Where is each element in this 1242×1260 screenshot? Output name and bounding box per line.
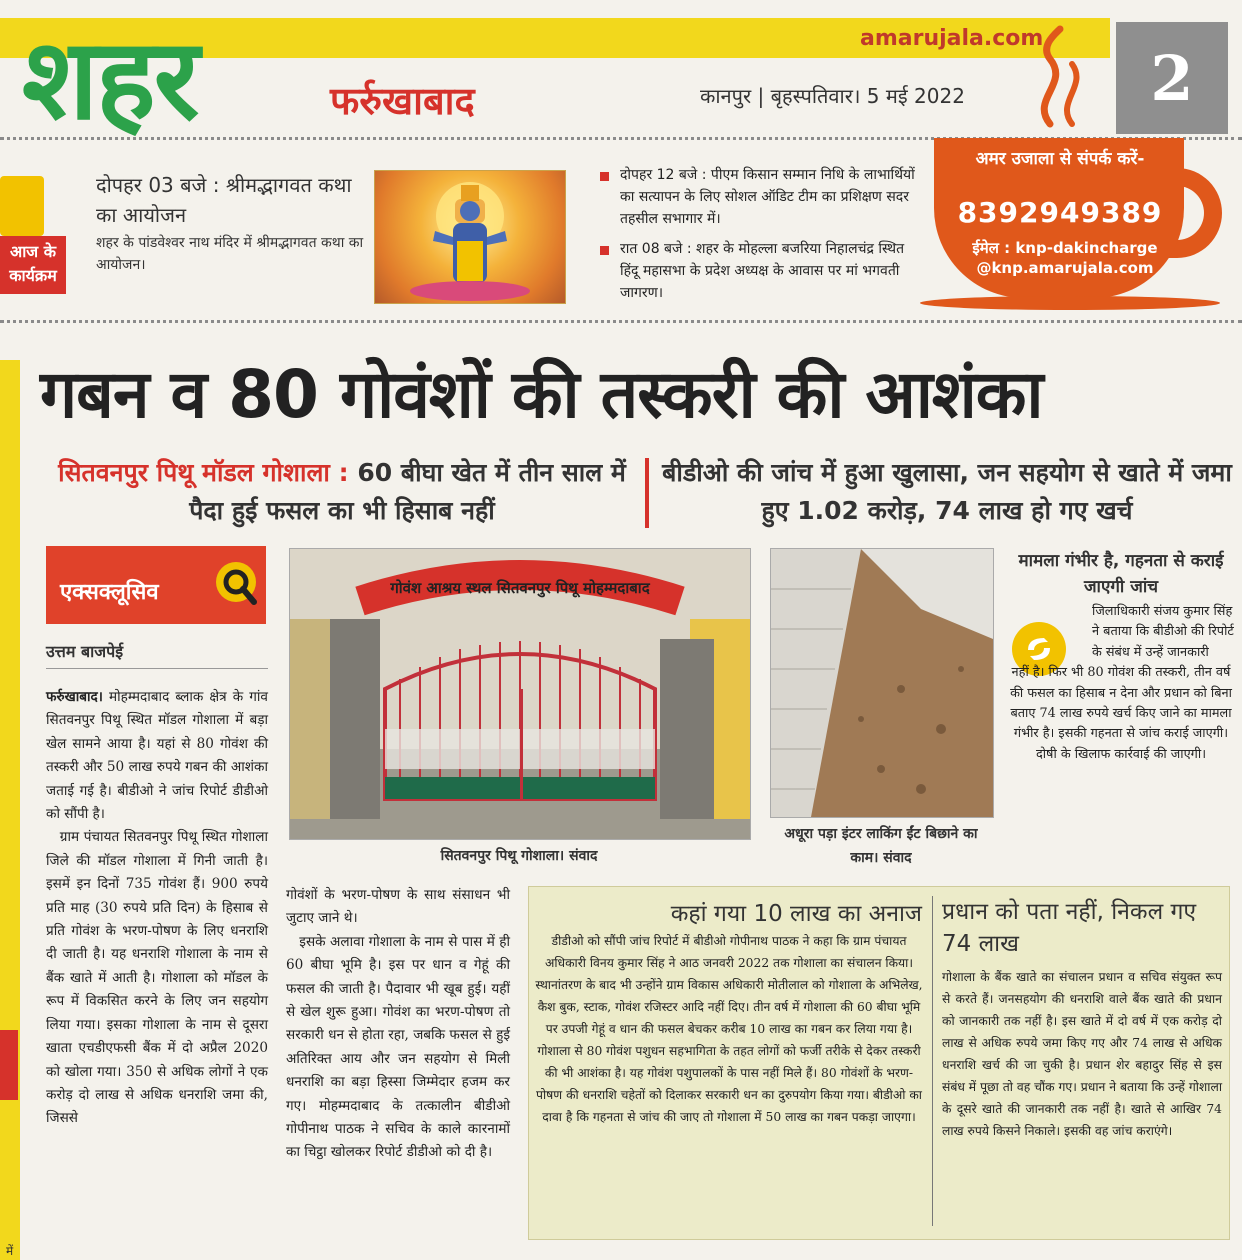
event-item: रात 08 बजे : शहर के मोहल्ला बजरिया निहालचंद्र स्थित हिंदू महासभा के प्रदेश अध्यक्ष के आवास पर मां भगवती जागरण। (620, 241, 905, 301)
box-right-title: प्रधान को पता नहीं, निकल गए 74 लाख (942, 899, 1197, 957)
event-item: दोपहर 12 बजे : पीएम किसान सम्मान निधि के लाभार्थियों का सत्यापन के लिए सोशल ऑडिट टीम का प्रशिक्षण सदर तहसील सभागार में। (620, 167, 915, 227)
sidebar-body: जिलाधिकारी संजय कुमार सिंह ने बताया कि बीडीओ की रिपोर्ट के संबंध में उन्हें जानकारी नहीं है। फिर भी 80 गोवंश की तस्करी, तीन वर्ष की फसल का हिसाब न देना और प्रधान को बिना बताए 74 लाख रुपये खर्च किए जाने का मामला गंभीर है। इसकी गहनता से जांच कराई जाएगी। दोषी के खिलाफ कार्रवाई की जाएगी। (1010, 604, 1234, 762)
event-title: दोपहर 03 बजे : श्रीमद्भागवत कथा का आयोजन (96, 173, 352, 227)
article-column: फर्रुखाबाद। मोहम्मदाबाद ब्लाक क्षेत्र के गांव सितवनपुर पिथू स्थित मॉडल गोशाला में बड़ा खेल सामने आया है। यहां से 80 गोवंश की तस्करी और 50 लाख रुपये गबन की आशंका जताई गई है। बीडीओ ने जांच रिपोर्ट डीडीओ को सौंपी है। ग्राम पंचायत सितवनपुर पिथू स्थित गोशाला जिले की मॉडल गोशाला में गिनी जाती है। इसमें इन दिनों 735 गोवंश हैं। 900 रुपये प्रति माह (30 रुपये प्रति दिन) के हिसाब से प्रति गोवंश के भरण-पोषण के लिए धनराशि दी जाती है। यह धनराशि गोशाला के नाम से बैंक खाते में आती है। गोशाला को मॉडल के रूप में विकसित करने के लिए जन सहयोग लिया गया। इसका गोशाला के नाम से दूसरा खाता एचडीएफसी बैंक में दो अप्रैल 2020 को खोला गया। 350 से अधिक लोगों ने एक करोड़ दो लाख से अधिक धनराशि जमा की, जिससे (46, 689, 268, 1127)
article-column: गोवंशों के भरण-पोषण के साथ संसाधन भी जुटाए जाने थे। इसके अलावा गोशाला के नाम से पास में ही 60 बीघा भूमि है। इस पर धान व गेहूं की फसल की जाती है। पैदावार भी खूब हुई। यहीं से खेल शुरू हुआ। गोवंश का भरण-पोषण तो सरकारी धन से होता रहा, जबकि फसल से हुई अतिरिक्त आय और जन सहयोग से मिली धनराशि का बड़ा हिस्सा जिम्मेदार हजम कर गए। मोहम्मदाबाद के तत्कालीन बीडीओ गोपीनाथ पाठक ने सचिव के काले कारनामों का चिट्ठा खोलकर रिपोर्ट डीडीओ को दी है। (286, 887, 510, 1161)
dateline: कानपुर | बृहस्पतिवार। 5 मई 2022 (700, 84, 965, 108)
exclusive-label: एक्सक्लूसिव (60, 580, 159, 605)
sidebar-title: मामला गंभीर है, गहनता से कराई जाएगी जांच (1018, 551, 1224, 597)
event-description: शहर के पांडवेश्वर नाथ मंदिर में श्रीमद्भागवत कथा का आयोजन। (96, 235, 364, 273)
gate-photo (289, 548, 751, 840)
contact-email[interactable]: ईमेल : knp-dakincharge @knp.amarujala.com (972, 239, 1158, 277)
gate-sign: गोवंश आश्रय स्थल सितवनपुर पिथू मोहम्मदाबाद (390, 579, 650, 597)
brick-photo (770, 548, 994, 818)
calendar-icon (0, 176, 44, 236)
site-url[interactable]: amarujala.com (860, 26, 1044, 51)
contact-title: अमर उजाला से संपर्क करें- (975, 149, 1145, 169)
photo-caption: अधूरा पड़ा इंटर लाकिंग ईंट बिछाने का काम। संवाद (784, 826, 978, 866)
bullet-icon (600, 172, 609, 181)
box-left-title: कहां गया 10 लाख का अनाज (670, 901, 922, 927)
agenda-label: आज के कार्यक्रम (0, 236, 66, 294)
photo-caption: सितवनपुर पिथू गोशाला। संवाद (440, 848, 598, 864)
divider (0, 320, 1242, 323)
agenda-badge (0, 176, 66, 296)
byline: उत्तम बाजपेई (46, 642, 124, 661)
divider (932, 896, 933, 1226)
box-left-body: डीडीओ को सौंपी जांच रिपोर्ट में बीडीओ गोपीनाथ पाठक ने कहा कि ग्राम पंचायत अधिकारी विनय कुमार सिंह ने आठ जनवरी 2022 तक गोशाला का संचालन किया। स्थानांतरण के बाद भी उन्होंने ग्राम विकास अधिकारी मोतीलाल को गोशाला के अभिलेख, कैश बुक, स्टाक, गोवंश रजिस्टर आदि नहीं दिए। तीन वर्ष में गोशाला की 60 बीघा भूमि पर उपजी गेहूं व धान की फसल बेचकर करीब 10 लाख का गबन कर लिया गया है। गोशाला से 80 गोवंश पशुधन सहभागिता के तहत लोगों को फर्जी तरीके से देकर तस्करी की भी आशंका है। यह गोवंश पशुपालकों के पास नहीं मिले हैं। 80 गोवंशों के भरण-पोषण की धनराशि चहेतों को दिलाकर सरकारी धन का दुरुपयोग किया गया। बीडीओ का दावा है कि गहनता से जांच की जाए तो गोशाला में 50 लाख का गबन पकड़ा जाएगा। (535, 934, 923, 1124)
margin-strip (0, 360, 20, 1260)
margin-strip (0, 1030, 18, 1100)
edition-name: फर्रुखाबाद (330, 79, 475, 123)
subhead-divider (645, 458, 649, 528)
box-right-body: गोशाला के बैंक खाते का संचालन प्रधान व सचिव संयुक्त रूप से करते हैं। जनसहयोग की धनराशि वाले बैंक खाते की प्रधान को जानकारी तक नहीं है। इस खाते में दो वर्ष में एक करोड़ दो लाख से अधिक रुपये जमा किए गए और 74 लाख से अधिक धनराशि खर्च की जा चुकी है। प्रधान शेर बहादुर सिंह से इस संबंध में पूछा तो वह चौंक गए। प्रधान ने बताया कि उन्हें गोशाला के दूसरे खाते की जानकारी तक नहीं है। खाते से आखिर 74 लाख रुपये किसने निकाले। इसकी वह जांच कराएंगे। (942, 970, 1223, 1138)
footer-fragment: में (6, 1244, 14, 1258)
subheadline-left: सितवनपुर पिथू मॉडल गोशाला : 60 बीघा खेत में तीन साल में पैदा हुई फसल का भी हिसाब नहीं (58, 458, 626, 525)
subheadline-right: बीडीओ की जांच में हुआ खुलासा, जन सहयोग से खाते में जमा हुए 1.02 करोड़, 74 लाख हो गए खर्च (662, 458, 1232, 525)
section-logo: शहर (22, 15, 198, 145)
page-number: 2 (1116, 22, 1228, 134)
deity-image (374, 170, 566, 304)
cup-saucer (920, 296, 1220, 310)
bullet-icon (600, 246, 609, 255)
steam-icon (1030, 24, 1090, 134)
magnifier-icon (210, 558, 262, 610)
headline: गबन व 80 गोवंशों की तस्करी की आशंका (40, 356, 1043, 433)
divider (46, 668, 268, 669)
contact-phone[interactable]: 8392949389 (957, 196, 1163, 229)
